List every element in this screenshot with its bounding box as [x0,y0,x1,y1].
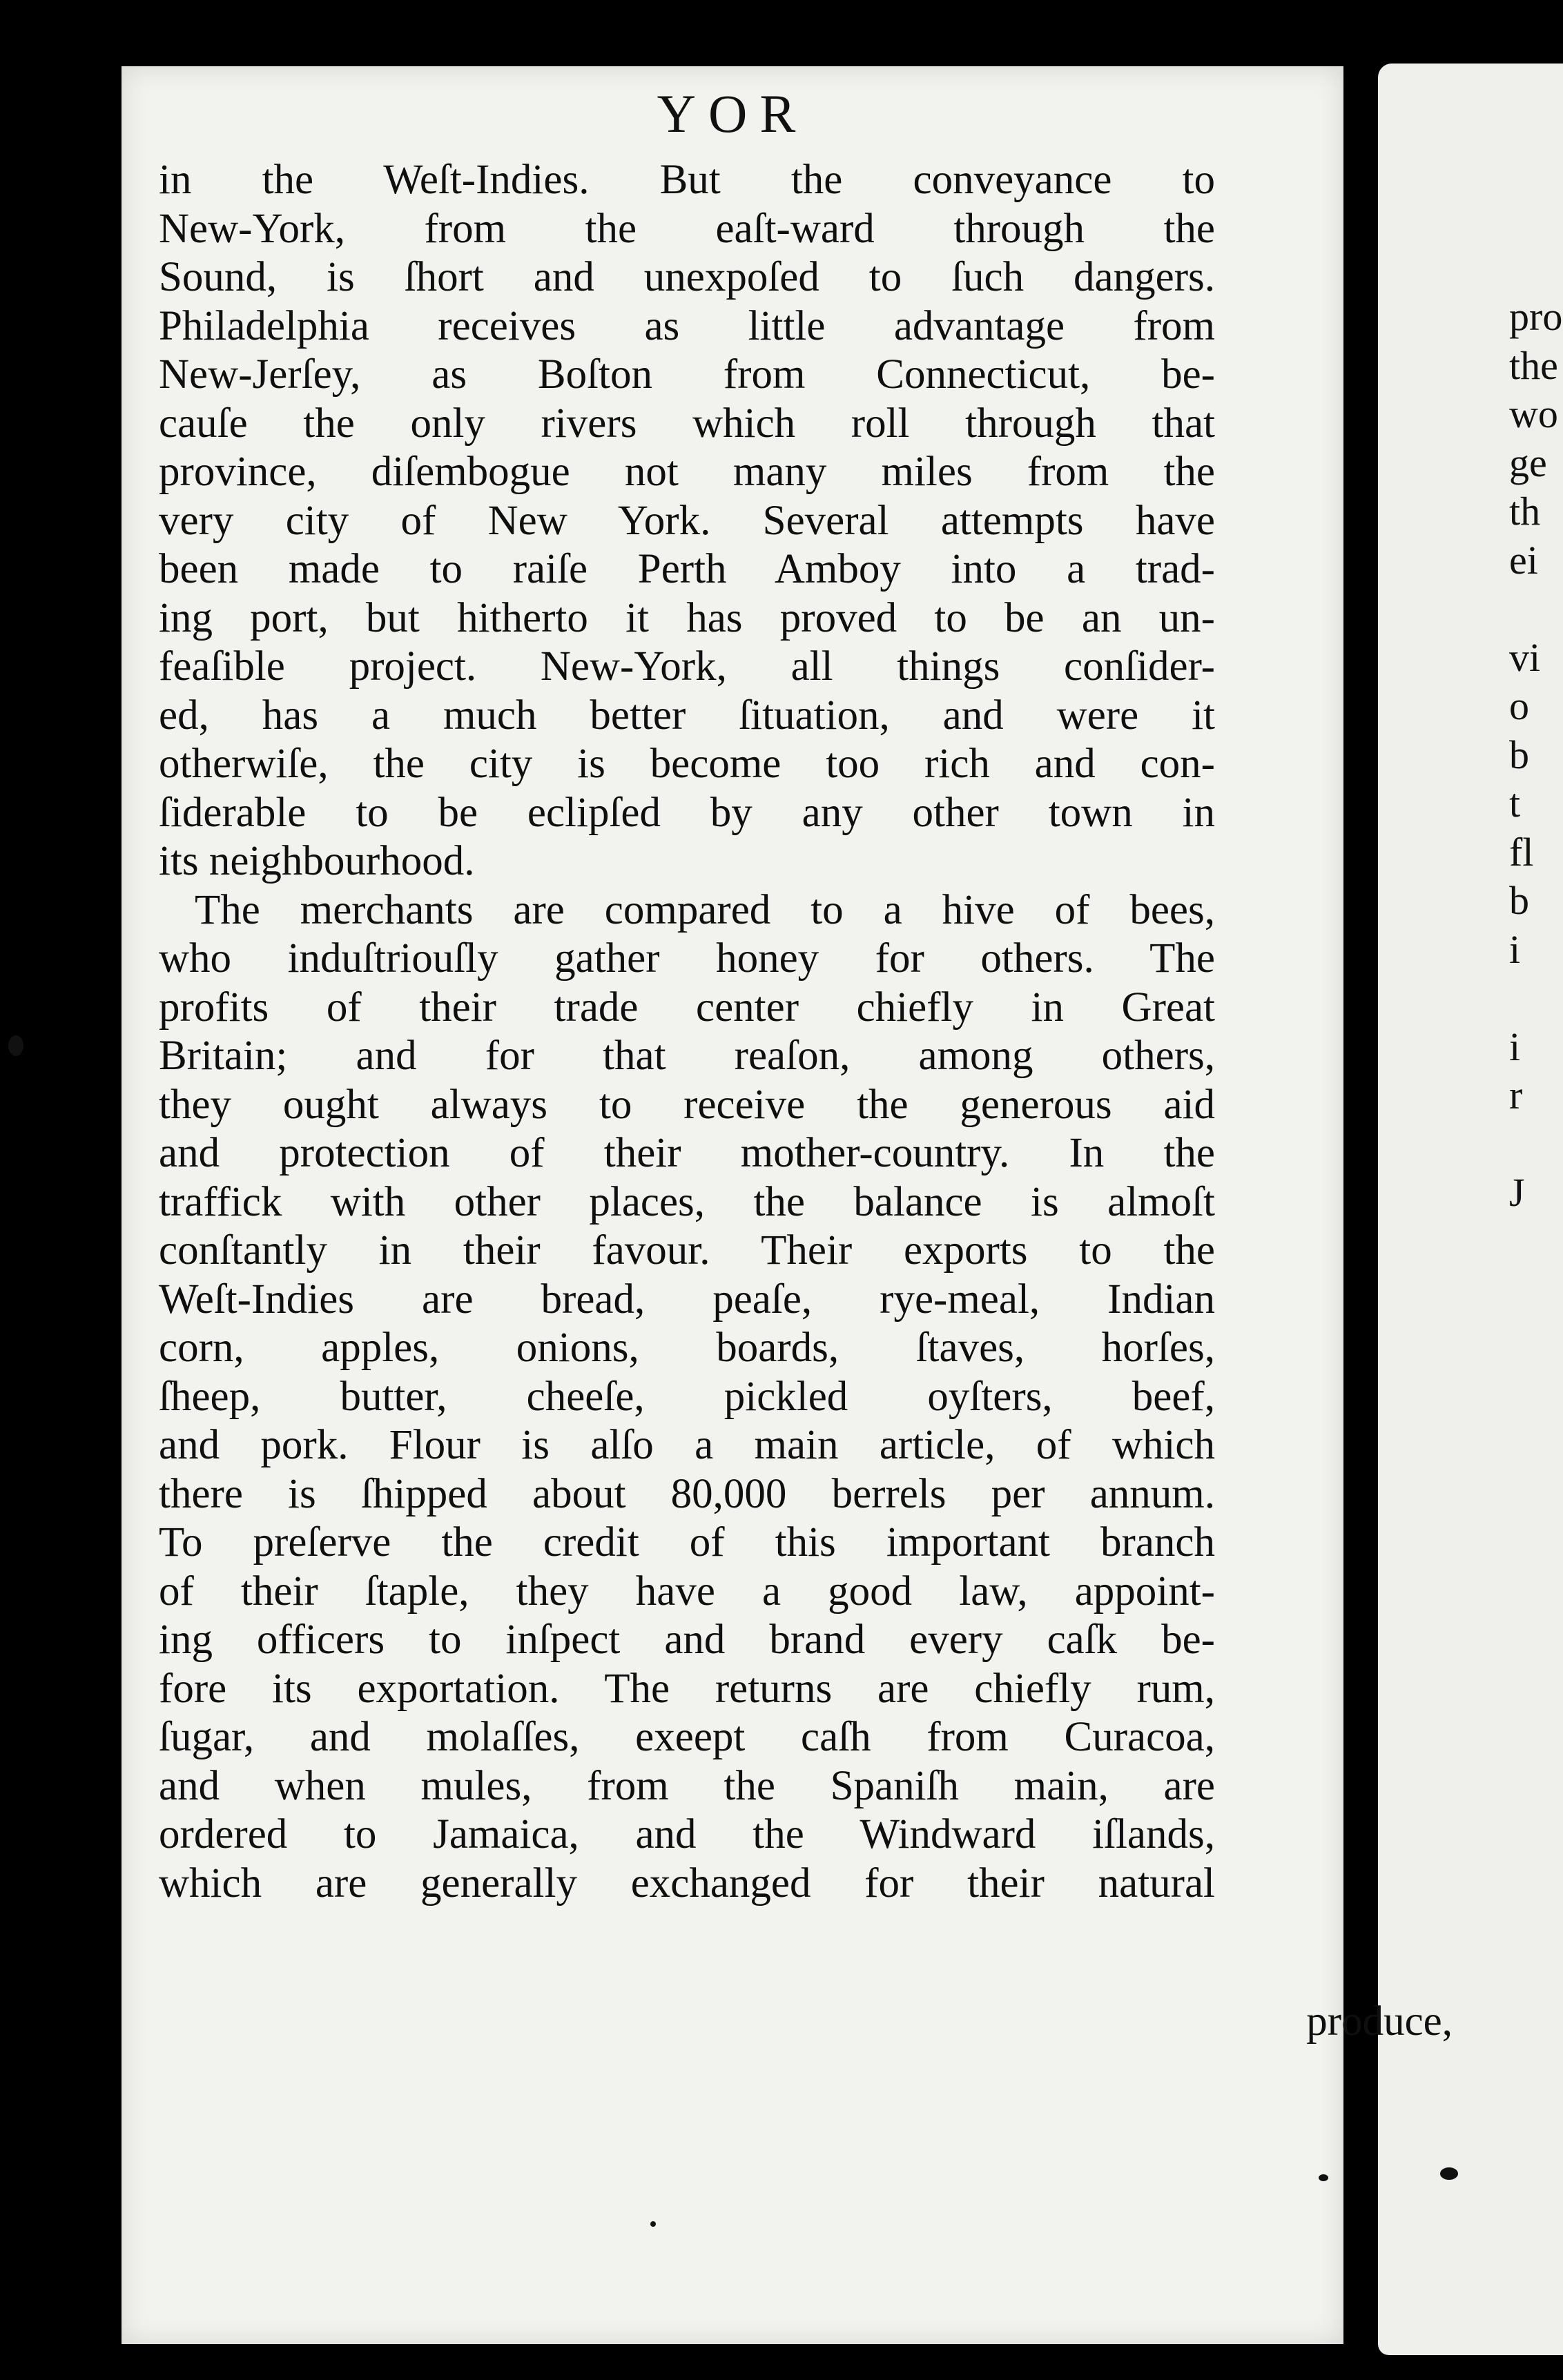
text-line: To preſerve the credit of this important branch [159,1519,1215,1565]
facing-page-fragment: i [1509,926,1521,972]
text-line: traffick with other places, the balance is almoſt [159,1178,1215,1225]
text-line: New-York, from the eaſt-ward through the [159,205,1215,252]
text-line: ſheep, butter, cheeſe, pickled oyſters, beef, [159,1373,1215,1420]
text-line: and pork. Flour is alſo a main article, of which [159,1422,1215,1468]
text-line: Britain; and for that reaſon, among others, [159,1033,1215,1079]
text-line: been made to raiſe Perth Amboy into a trad- [159,546,1215,592]
text-line: Weſt-Indies are bread, peaſe, rye-meal, Indian [159,1276,1215,1323]
text-line: otherwiſe, the city is become too rich and con- [159,741,1215,787]
text-line: which are generally exchanged for their natural [159,1860,1215,1906]
text-line: cauſe the only rivers which roll through that [159,400,1215,447]
text-line: ordered to Jamaica, and the Windward iſlands, [159,1811,1215,1857]
facing-page-fragment: r [1509,1073,1523,1118]
text-line: corn, apples, onions, boards, ſtaves, horſes, [159,1325,1215,1371]
facing-page-fragment: b [1509,732,1529,777]
facing-page-fragment: J [1509,1170,1525,1215]
facing-page-fragment: ge [1509,440,1547,485]
text-line: ing officers to inſpect and brand every caſk be- [159,1617,1215,1663]
facing-page-text-fragments [1509,293,1563,1218]
text-line: very city of New York. Several attempts have [159,497,1215,544]
catchword: produce, [1306,1998,1453,2045]
facing-page-fragment: vi [1509,634,1541,680]
text-line: of their ſtaple, they have a good law, appoint- [159,1568,1215,1615]
text-line: feaſible project. New-York, all things conſider- [159,643,1215,690]
page-body-text [159,156,1215,1908]
text-line: ing port, but hitherto it has proved to be an un- [159,594,1215,641]
text-line: ed, has a much better ſituation, and were it [159,692,1215,739]
facing-page-fragment [1509,974,1563,1023]
facing-page-fragment: pro [1509,294,1563,339]
text-line: ſiderable to be eclipſed by any other town in [159,789,1215,836]
print-speck [650,2221,656,2227]
text-line: and when mules, from the Spaniſh main, are [159,1762,1215,1809]
facing-page-fragment: ei [1509,537,1538,583]
facing-page-fragment: th [1509,489,1541,534]
print-speck [1440,2167,1458,2180]
text-line: profits of their trade center chiefly in Great [159,984,1215,1031]
facing-page-fragment: b [1509,878,1529,923]
text-line: who induſtriouſly gather honey for others. The [159,935,1215,982]
text-line: and protection of their mother-country. In the [159,1130,1215,1176]
facing-page-fragment [1509,585,1563,634]
facing-page-fragment: the [1509,342,1558,388]
text-line: conſtantly in their favour. Their exports to the [159,1227,1215,1274]
facing-page-fragment: t [1509,781,1521,826]
text-line: Philadelphia receives as little advantage from [159,302,1215,349]
facing-page-fragment: wo [1509,391,1558,436]
text-line: they ought always to receive the generous aid [159,1081,1215,1128]
text-line: province, diſembogue not many miles from the [159,449,1215,495]
text-line: The merchants are compared to a hive of bees, [195,886,1215,933]
text-line: its neighbourhood. [159,838,475,884]
running-head: YOR [657,84,808,144]
facing-page-fragment: fl [1509,829,1534,875]
print-speck [1319,2174,1328,2181]
facing-page-fragment: i [1509,1024,1521,1069]
facing-page-fragment [1509,1120,1563,1169]
print-speck [8,1035,23,1056]
text-line: fore its exportation. The returns are chiefly rum, [159,1665,1215,1712]
text-line: there is ſhipped about 80,000 berrels per annum. [159,1470,1215,1517]
text-line: in the Weſt-Indies. But the conveyance to [159,157,1215,203]
text-line: New-Jerſey, as Boſton from Connecticut, be- [159,351,1215,398]
text-line: Sound, is ſhort and unexpoſed to ſuch dangers. [159,254,1215,300]
text-line: ſugar, and molaſſes, exeept caſh from Curacoa, [159,1714,1215,1760]
facing-page-fragment: o [1509,683,1529,728]
